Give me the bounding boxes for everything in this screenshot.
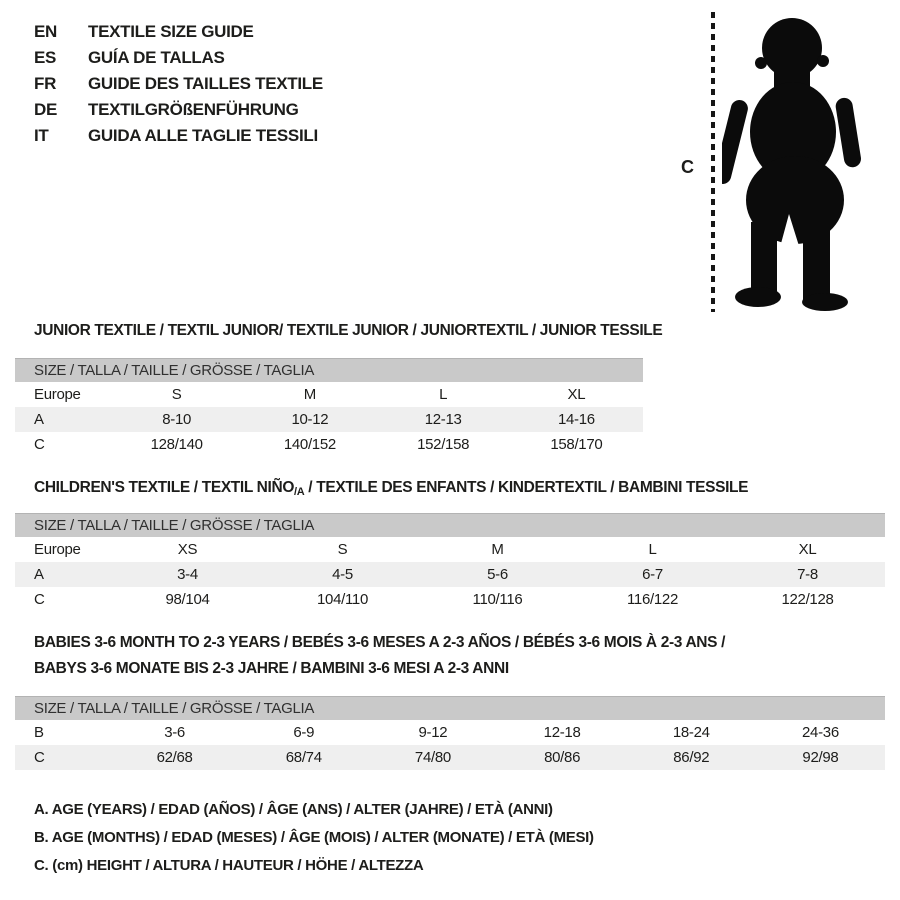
legend xyxy=(34,796,594,880)
language-label: TEXTILE SIZE GUIDE xyxy=(88,22,254,41)
age-cell: 24-36 xyxy=(802,724,839,741)
size-cell: L xyxy=(648,541,657,558)
size-cell: S xyxy=(337,541,348,558)
title-line-1: BABIES 3-6 MONTH TO 2-3 YEARS / BEBÉS 3-6 MESES A 2-3 AÑOS / BÉBÉS 3-6 MOIS À 2-3 ANS / xyxy=(34,634,726,651)
age-cell: 12-18 xyxy=(543,724,581,741)
age-cell: 6-9 xyxy=(293,724,315,741)
babies-size-table xyxy=(15,696,885,770)
age-cell: 4-5 xyxy=(332,566,353,583)
section-title-junior: JUNIOR TEXTILE / TEXTIL JUNIOR/ TEXTILE JUNIOR / JUNIORTEXTIL / JUNIOR TESSILE xyxy=(34,322,663,339)
age-cell: 10-12 xyxy=(291,411,329,428)
language-row-fr xyxy=(34,71,323,97)
table-header-size: SIZE / TALLA / TAILLE / GRÖSSE / TAGLIA xyxy=(15,358,643,382)
language-row-it xyxy=(34,123,323,149)
row-label: C xyxy=(34,749,45,766)
row-label: Europe xyxy=(34,541,81,558)
table-header-size: SIZE / TALLA / TAILLE / GRÖSSE / TAGLIA xyxy=(15,696,885,720)
row-label: A xyxy=(34,411,44,428)
table-row-europe xyxy=(15,537,885,562)
table-row-height-cm xyxy=(15,745,885,770)
language-label: GUIDA ALLE TAGLIE TESSILI xyxy=(88,126,318,145)
age-cell: 9-12 xyxy=(418,724,448,741)
language-row-es xyxy=(34,45,323,71)
age-cell: 8-10 xyxy=(162,411,192,428)
title-line-2: BABYS 3-6 MONATE BIS 2-3 JAHRE / BAMBINI 3-6 MESI A 2-3 ANNI xyxy=(34,660,509,677)
table-row-age-months xyxy=(15,720,885,745)
height-cell: 122/128 xyxy=(781,591,834,608)
language-code: IT xyxy=(34,126,49,145)
size-cell: M xyxy=(491,541,504,558)
table-row-age-years xyxy=(15,562,885,587)
table-header-size: SIZE / TALLA / TAILLE / GRÖSSE / TAGLIA xyxy=(15,513,885,537)
size-cell: S xyxy=(171,386,182,403)
height-cell: 86/92 xyxy=(673,749,710,766)
age-cell: 18-24 xyxy=(672,724,710,741)
title-text: CHILDREN'S TEXTILE / TEXTIL NIÑO xyxy=(34,479,295,496)
height-cell: 128/140 xyxy=(150,436,203,453)
row-label: Europe xyxy=(34,386,81,403)
height-cell: 62/68 xyxy=(156,749,193,766)
row-label: C xyxy=(34,591,45,608)
language-label: TEXTILGRÖßENFÜHRUNG xyxy=(88,100,299,119)
language-row-de xyxy=(34,97,323,123)
height-cell: 110/116 xyxy=(472,591,523,608)
height-cell: 92/98 xyxy=(802,749,839,766)
row-label: A xyxy=(34,566,44,583)
language-code: FR xyxy=(34,74,57,93)
junior-size-table xyxy=(15,358,643,457)
height-measure-dotted-line xyxy=(711,12,715,312)
height-cell: 158/170 xyxy=(550,436,603,453)
size-cell: XS xyxy=(177,541,198,558)
section-title-children xyxy=(34,479,748,498)
height-cell: 140/152 xyxy=(283,436,336,453)
height-cell: 116/122 xyxy=(626,591,678,608)
age-cell: 12-13 xyxy=(424,411,462,428)
size-cell: L xyxy=(439,386,448,403)
height-cell: 98/104 xyxy=(165,591,210,608)
children-size-table xyxy=(15,513,885,612)
size-cell: XL xyxy=(567,386,586,403)
title-subscript: /A xyxy=(294,486,305,498)
row-label: B xyxy=(34,724,44,741)
legend-line-c: C. (cm) HEIGHT / ALTURA / HAUTEUR / HÖHE / ALTEZZA xyxy=(34,857,424,874)
size-cell: M xyxy=(303,386,316,403)
table-row-europe xyxy=(15,382,643,407)
size-cell: XL xyxy=(798,541,817,558)
language-code: ES xyxy=(34,48,57,67)
language-label: GUIDE DES TAILLES TEXTILE xyxy=(88,74,323,93)
age-cell: 14-16 xyxy=(557,411,595,428)
table-row-height-cm xyxy=(15,587,885,612)
baby-silhouette xyxy=(722,10,862,312)
height-cell: 80/86 xyxy=(544,749,581,766)
table-row-age-years xyxy=(15,407,643,432)
height-cell: 74/80 xyxy=(414,749,451,766)
age-cell: 5-6 xyxy=(487,566,508,583)
height-measure-label: C xyxy=(681,157,694,177)
title-text: / TEXTILE DES ENFANTS / KINDERTEXTIL / BAMBINI TESSILE xyxy=(304,479,749,496)
age-cell: 7-8 xyxy=(797,566,818,583)
height-cell: 152/158 xyxy=(417,436,470,453)
language-row-en xyxy=(34,19,323,45)
legend-line-a: A. AGE (YEARS) / EDAD (AÑOS) / ÂGE (ANS) / ALTER (JAHRE) / ETÀ (ANNI) xyxy=(34,801,553,818)
language-code: DE xyxy=(34,100,58,119)
legend-line-b: B. AGE (MONTHS) / EDAD (MESES) / ÂGE (MOIS) / ALTER (MONATE) / ETÀ (MESI) xyxy=(34,829,594,846)
language-list xyxy=(34,19,323,149)
language-code: EN xyxy=(34,22,58,41)
age-cell: 3-4 xyxy=(177,566,198,583)
row-label: C xyxy=(34,436,45,453)
age-cell: 3-6 xyxy=(164,724,185,741)
language-label: GUÍA DE TALLAS xyxy=(88,48,225,67)
table-row-height-cm xyxy=(15,432,643,457)
height-cell: 68/74 xyxy=(285,749,322,766)
section-title-babies xyxy=(34,630,725,682)
height-cell: 104/110 xyxy=(316,591,368,608)
age-cell: 6-7 xyxy=(642,566,663,583)
